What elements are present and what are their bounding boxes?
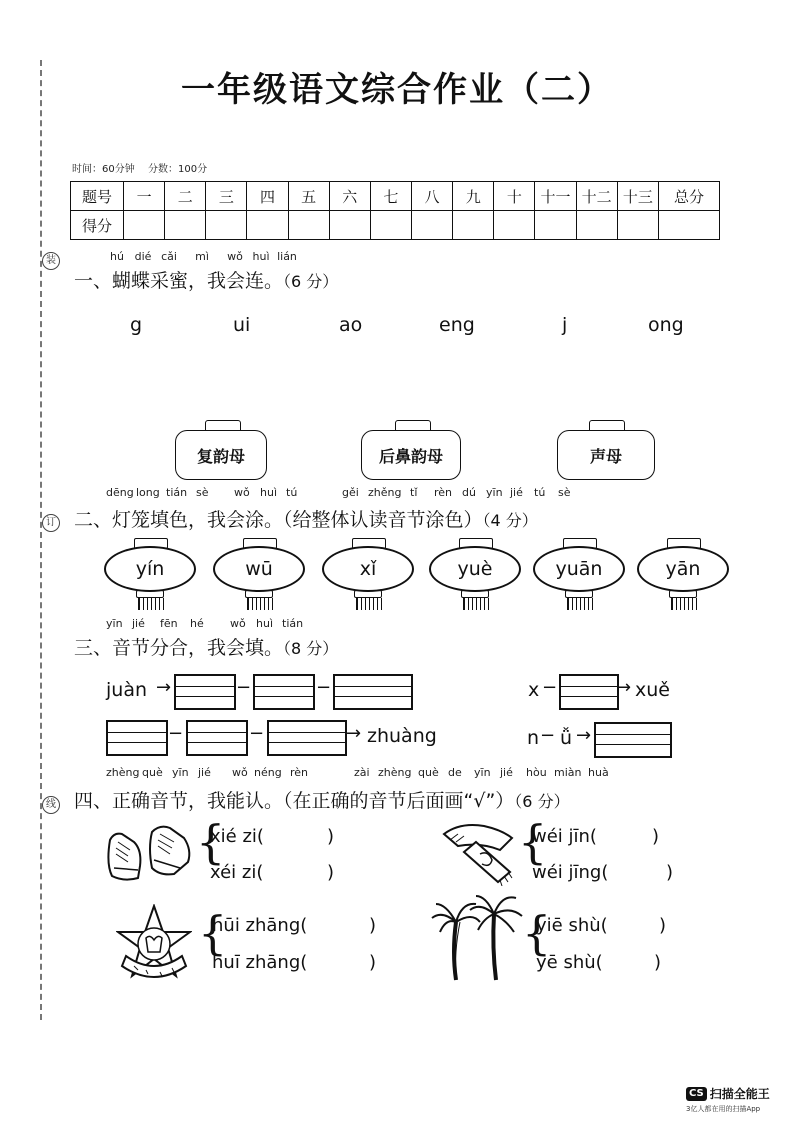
fill-box[interactable] <box>186 720 248 756</box>
lantern-1[interactable] <box>104 538 196 612</box>
q3-points: （8 分） <box>283 639 339 658</box>
scarf-icon <box>440 816 522 886</box>
pinyin: zhěng <box>368 486 402 499</box>
pinyin: rèn <box>290 766 309 779</box>
q4-heading <box>74 786 570 813</box>
cs-badge-icon: CS <box>686 1087 707 1101</box>
score-cell[interactable] <box>453 211 494 240</box>
pinyin: long <box>136 486 160 499</box>
pinyin: wǒ <box>230 617 246 630</box>
score-cell[interactable] <box>535 211 576 240</box>
lantern-5[interactable] <box>533 538 625 612</box>
pinyin: de <box>448 766 462 779</box>
fill-box[interactable] <box>253 674 315 710</box>
dash-icon: − <box>236 677 252 698</box>
q3-label: 三、音节分合，我会填。 <box>74 637 284 659</box>
fill-box[interactable] <box>594 722 672 758</box>
pinyin: yīn <box>486 486 503 499</box>
q2-points: （4 分） <box>482 511 538 530</box>
pinyin: què <box>142 766 163 779</box>
brace-icon: { <box>518 815 548 869</box>
pinyin: huà <box>588 766 609 779</box>
category-label: 复韵母 <box>175 430 267 480</box>
q1-heading <box>74 266 338 293</box>
q3-syllable-x: x <box>528 679 540 701</box>
binding-mark-2: 订 <box>42 514 60 532</box>
pinyin: yīn <box>474 766 491 779</box>
shoes-icon <box>104 820 194 886</box>
scanner-tagline: 3亿人都在用的扫描App <box>686 1105 761 1113</box>
score-cell[interactable] <box>206 211 247 240</box>
q1-label: 一、蝴蝶采蜜，我会连。 <box>74 270 284 292</box>
lantern-syllable: yuān <box>533 546 625 592</box>
q4-pinyin-left <box>106 766 316 779</box>
close-paren[interactable]: ) <box>654 952 662 973</box>
score-cell[interactable] <box>370 211 411 240</box>
score-total-cell[interactable] <box>659 211 720 240</box>
pinyin: huì <box>260 486 277 499</box>
letter-4[interactable]: eng <box>439 314 475 336</box>
q3-heading <box>74 633 338 660</box>
q3-syllable-zhuang: zhuàng <box>367 725 437 747</box>
pinyin: rèn <box>434 486 453 499</box>
binding-dashed-line <box>40 60 42 1020</box>
score-cell[interactable] <box>329 211 370 240</box>
fill-box[interactable] <box>559 674 619 710</box>
letter-2[interactable]: ui <box>233 314 251 336</box>
score-col-9: 九 <box>453 182 494 211</box>
pinyin: huì <box>256 617 273 630</box>
lantern-6[interactable] <box>637 538 729 612</box>
scanner-brand: 扫描全能王 <box>709 1087 770 1101</box>
pinyin: dié <box>134 250 152 263</box>
pinyin: sè <box>558 486 571 499</box>
arrow-icon: → <box>346 723 362 744</box>
lantern-4[interactable] <box>429 538 521 612</box>
letter-5[interactable]: j <box>562 314 568 336</box>
pinyin: dú <box>462 486 476 499</box>
pinyin: wǒ <box>232 766 248 779</box>
score-col-13: 十三 <box>617 182 658 211</box>
pinyin: wǒ <box>234 486 250 499</box>
score-cell[interactable] <box>494 211 535 240</box>
score-total-label: 总分 <box>659 182 720 211</box>
score-row-label: 得分 <box>71 211 124 240</box>
pinyin: zhèng <box>106 766 140 779</box>
pinyin: cǎi <box>161 250 177 263</box>
close-paren[interactable]: ) <box>327 826 335 847</box>
close-paren[interactable]: ) <box>327 862 335 883</box>
pinyin: zài <box>354 766 370 779</box>
scanner-logo <box>686 1085 770 1102</box>
pinyin: jié <box>198 766 211 779</box>
brace-icon: { <box>196 815 226 869</box>
letter-3[interactable]: ao <box>339 314 363 336</box>
lantern-2[interactable] <box>213 538 305 612</box>
pinyin: sè <box>196 486 209 499</box>
pinyin: tú <box>286 486 298 499</box>
letter-1[interactable]: g <box>130 314 143 336</box>
close-paren[interactable]: ) <box>652 826 660 847</box>
dash-icon: − <box>249 723 265 744</box>
category-box-1[interactable] <box>175 420 269 482</box>
pinyin: hé <box>190 617 204 630</box>
pinyin: néng <box>254 766 282 779</box>
lantern-syllable: yuè <box>429 546 521 592</box>
option-text: wéi jīng( <box>532 862 609 883</box>
pinyin: mì <box>195 250 209 263</box>
binding-mark-1: 装 <box>42 252 60 270</box>
score-col-1: 一 <box>124 182 165 211</box>
brace-icon: { <box>522 906 552 960</box>
q3-syllable-juan: juàn <box>106 679 148 701</box>
dash-icon: − <box>168 723 184 744</box>
lantern-syllable: yín <box>104 546 196 592</box>
pinyin: jié <box>500 766 513 779</box>
fill-box[interactable] <box>267 720 347 756</box>
score-cell[interactable] <box>617 211 658 240</box>
fill-box[interactable] <box>174 674 236 710</box>
score-table-header-row <box>71 182 720 211</box>
lantern-syllable: wū <box>213 546 305 592</box>
score-col-12: 十二 <box>576 182 617 211</box>
q4-pinyin-right <box>354 766 612 779</box>
q2-label: 二、灯笼填色，我会涂。（给整体认读音节涂色） <box>74 509 483 531</box>
score-table-score-row <box>71 211 720 240</box>
binding-mark-3: 线 <box>42 796 60 814</box>
category-label: 后鼻韵母 <box>361 430 461 480</box>
pinyin: hú <box>110 250 124 263</box>
lantern-syllable: yān <box>637 546 729 592</box>
score-col-7: 七 <box>370 182 411 211</box>
q3-syllable-v: ǚ <box>560 727 573 749</box>
pinyin: tú <box>534 486 546 499</box>
q1-points: （6 分） <box>283 272 339 291</box>
score-col-4: 四 <box>247 182 288 211</box>
pinyin: gěi <box>342 486 359 499</box>
pinyin: zhèng <box>378 766 412 779</box>
brace-icon: { <box>198 906 228 960</box>
q2-pinyin-right <box>342 486 582 499</box>
score-header-label: 题号 <box>71 182 124 211</box>
q3-syllable-xue: xuě <box>635 679 670 701</box>
dash-icon: − <box>540 725 556 746</box>
pinyin: jié <box>132 617 145 630</box>
pinyin: tǐ <box>410 486 418 499</box>
arrow-icon: → <box>616 677 632 698</box>
category-box-3[interactable] <box>557 420 657 482</box>
fill-box[interactable] <box>106 720 168 756</box>
score-cell[interactable] <box>576 211 617 240</box>
option-text: hūi zhāng( <box>212 915 308 936</box>
score-cell[interactable] <box>124 211 165 240</box>
close-paren[interactable]: ) <box>369 952 377 973</box>
score-col-10: 十 <box>494 182 535 211</box>
score-cell[interactable] <box>247 211 288 240</box>
q3-pinyin <box>106 617 308 630</box>
pinyin: tián <box>282 617 304 630</box>
option-text: xéi zi( <box>210 862 264 883</box>
pinyin: què <box>418 766 439 779</box>
pinyin: hòu <box>526 766 547 779</box>
letter-6[interactable]: ong <box>648 314 684 336</box>
close-paren[interactable]: ) <box>666 862 674 883</box>
close-paren[interactable]: ) <box>369 915 377 936</box>
score-col-2: 二 <box>165 182 206 211</box>
score-col-5: 五 <box>288 182 329 211</box>
close-paren[interactable]: ) <box>659 915 667 936</box>
score-col-8: 八 <box>411 182 452 211</box>
pinyin: jié <box>510 486 523 499</box>
pinyin: dēng <box>106 486 134 499</box>
arrow-icon: → <box>156 677 172 698</box>
dash-icon: − <box>542 677 558 698</box>
lantern-3[interactable] <box>322 538 414 612</box>
page-title: 一年级语文综合作业（二） <box>181 70 613 110</box>
option-text: huī zhāng( <box>212 952 308 973</box>
option-text: yiē shù( <box>536 915 608 936</box>
palm-tree-icon <box>430 892 526 984</box>
pinyin: wǒ <box>227 250 243 263</box>
q4-points: （6 分） <box>514 792 570 811</box>
score-col-11: 十一 <box>535 182 576 211</box>
total-score-label: 分数：100分 <box>148 164 208 175</box>
score-cell[interactable] <box>165 211 206 240</box>
pinyin: yīn <box>172 766 189 779</box>
pinyin: yīn <box>106 617 123 630</box>
q2-heading <box>74 505 538 532</box>
q3-syllable-n: n <box>527 727 540 749</box>
q2-pinyin-left <box>106 486 312 499</box>
pinyin: huì <box>252 250 270 263</box>
q4-label: 四、正确音节，我能认。（在正确的音节后面画“√”） <box>74 790 515 812</box>
score-cell[interactable] <box>411 211 452 240</box>
pinyin: miàn <box>554 766 582 779</box>
score-col-6: 六 <box>329 182 370 211</box>
category-label: 声母 <box>557 430 655 480</box>
option-text: xié zi( <box>210 826 264 847</box>
dash-icon: − <box>316 677 332 698</box>
pinyin: tián <box>166 486 188 499</box>
pinyin: lián <box>277 250 297 263</box>
score-cell[interactable] <box>288 211 329 240</box>
option-text: wéi jīn( <box>532 826 597 847</box>
lantern-syllable: xǐ <box>322 546 414 592</box>
pinyin: fēn <box>160 617 178 630</box>
arrow-icon: → <box>576 725 592 746</box>
time-limit: 时间：60分钟 <box>72 164 135 175</box>
q1-pinyin <box>104 250 300 263</box>
score-table <box>70 181 720 240</box>
category-box-2[interactable] <box>361 420 463 482</box>
option-text: yē shù( <box>536 952 603 973</box>
badge-icon <box>116 904 192 988</box>
fill-box[interactable] <box>333 674 413 710</box>
score-col-3: 三 <box>206 182 247 211</box>
